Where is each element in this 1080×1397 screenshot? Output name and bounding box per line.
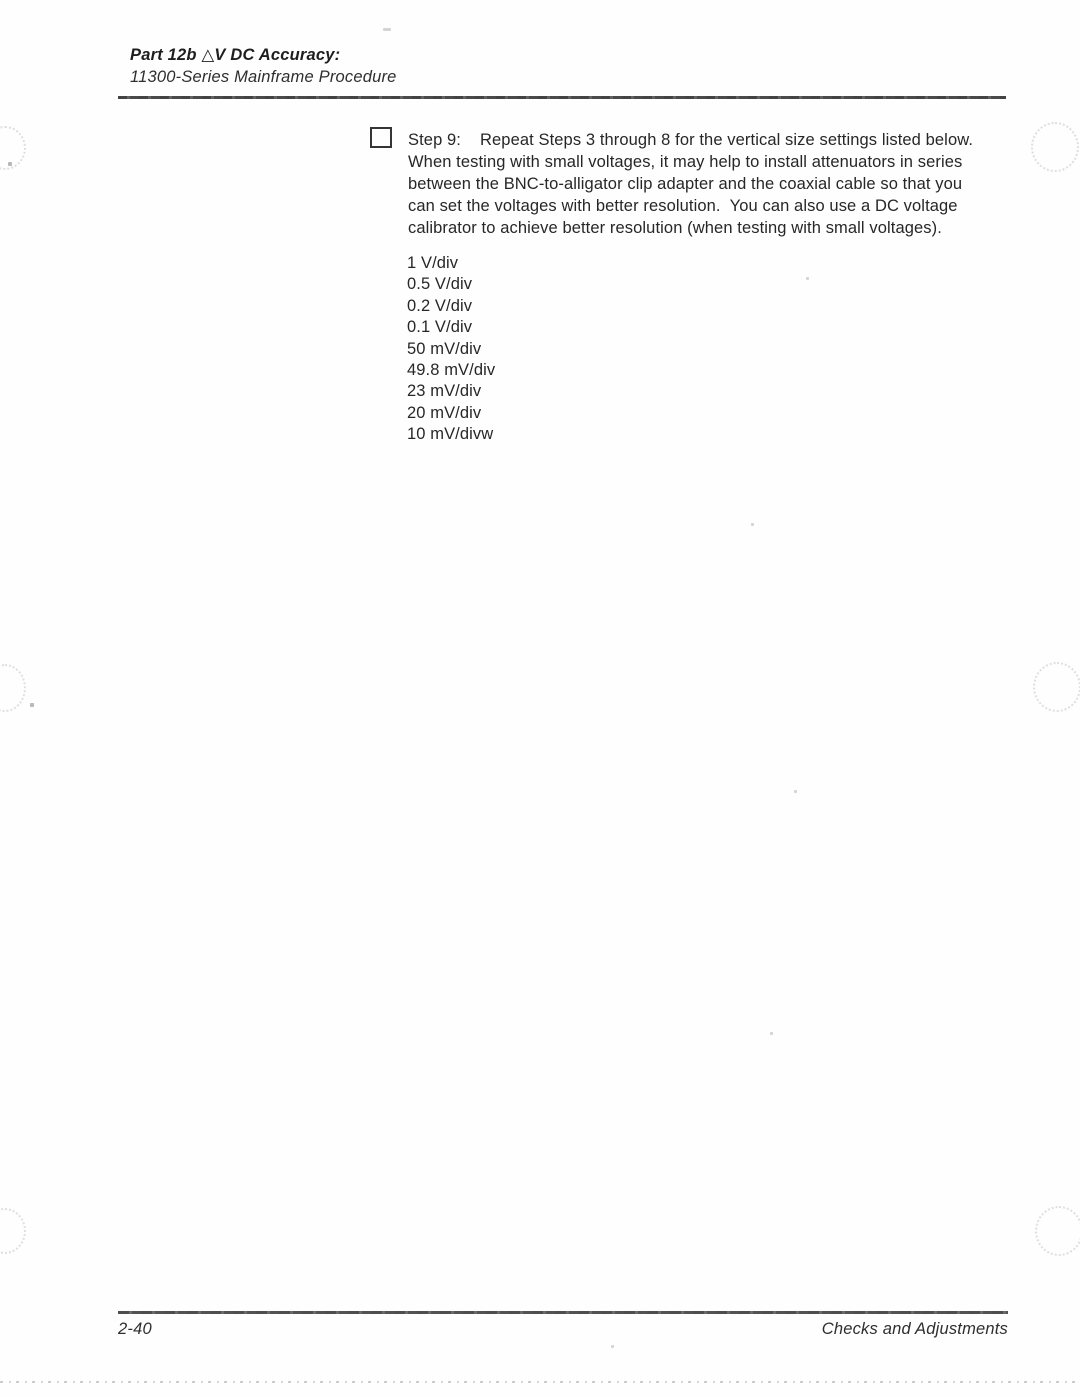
scan-speck — [8, 162, 12, 166]
punch-hole-artifact — [1033, 662, 1080, 712]
step-line: can set the voltages with better resolution. You can also use a DC voltage — [408, 197, 958, 215]
scan-speck — [770, 1032, 773, 1035]
setting-item: 1 V/div — [407, 254, 459, 272]
page-number: 2-40 — [118, 1320, 152, 1338]
scan-speck — [794, 790, 797, 793]
setting-item: 20 mV/div — [407, 403, 482, 422]
punch-hole-artifact — [0, 126, 26, 170]
header-divider — [118, 96, 1006, 99]
step-line — [408, 129, 973, 151]
vertical-size-settings-list — [407, 253, 495, 446]
punch-hole-artifact — [0, 664, 26, 712]
step-text: Repeat Steps 3 through 8 for the vertical size settings listed below. — [480, 131, 974, 149]
punch-hole-artifact — [0, 1208, 26, 1254]
setting-item: 50 mV/div — [407, 339, 482, 358]
setting-item: 49.8 mV/div — [407, 361, 496, 380]
step-label: Step 9: — [408, 131, 461, 149]
step-checkbox[interactable] — [370, 127, 392, 148]
part-title: Part 12b △V DC Accuracy: — [130, 46, 341, 64]
punch-hole-artifact — [1035, 1206, 1080, 1256]
step-paragraph — [408, 129, 973, 239]
scan-speck — [30, 703, 34, 707]
setting-item: 0.5 V/div — [407, 275, 473, 294]
procedure-subtitle: 11300-Series Mainframe Procedure — [130, 68, 397, 86]
scan-speck — [806, 277, 809, 280]
footer-divider — [118, 1311, 1008, 1314]
setting-item: 23 mV/div — [407, 382, 482, 401]
setting-item: 0.2 V/div — [407, 296, 473, 315]
setting-item: 10 mV/divw — [407, 425, 494, 444]
scan-speck — [611, 1345, 614, 1348]
scan-speck — [751, 523, 754, 526]
setting-item: 0.1 V/div — [407, 318, 473, 337]
page-header — [130, 44, 397, 88]
scan-speck — [383, 28, 391, 31]
step-line: calibrator to achieve better resolution (when testing with small voltages). — [408, 219, 942, 237]
step-line: When testing with small voltages, it may help to install attenuators in series — [408, 153, 963, 171]
scan-edge-dots — [0, 1381, 1080, 1383]
punch-hole-artifact — [1031, 122, 1079, 172]
footer-section-title: Checks and Adjustments — [821, 1320, 1008, 1338]
step-line: between the BNC-to-alligator clip adapter and the coaxial cable so that you — [408, 175, 963, 193]
